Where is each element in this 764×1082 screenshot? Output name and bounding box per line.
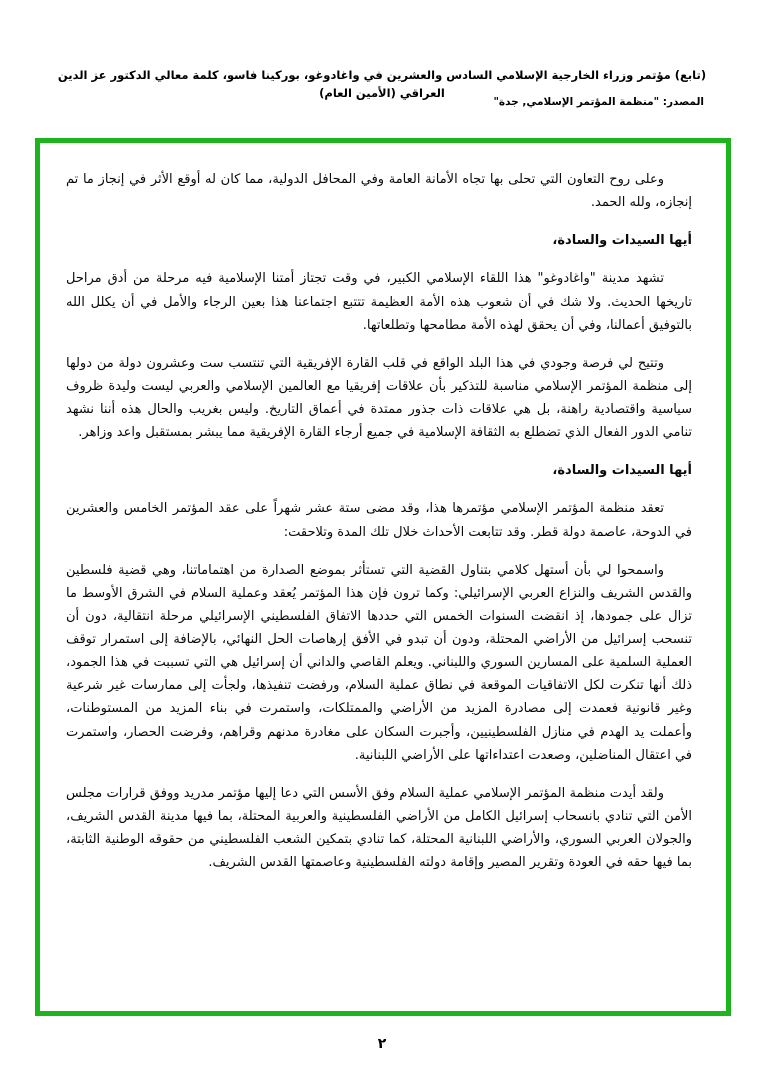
- paragraph: واسمحوا لي بأن أستهل كلامي بتناول القضية التي تستأثر بموضع الصدارة من اهتماماتنا، وهي قضية فلسطين والقدس الشريف والنزاع العربي الإسرائيلي: وكما ترون فإن هذا المؤتمر يُعقد وعملية السلام في الشرق الأوسط ما تزال على جمودها، إذ انقضت السنوات الخمس التي حددها الاتفاق الفلسطيني الإسرائيلي مرحلة انتقالية، دون أن تنسحب إسرائيل من الأراضي المحتلة، ودون أن تبدو في الأفق إرهاصات الحل النهائي، بالإضافة إلى استمرار توقف العملية السلمية على المسارين السوري واللبناني. ويعلم القاصي والداني أن إسرائيل هي التي تسببت في هذا الجمود، ذلك أنها تنكرت لكل الاتفاقيات الموقعة في نطاق عملية السلام، ورفضت تنفيذها، ولجأت إلى ممارسات غير شرعية وغير قانونية فعمدت إلى مصادرة المزيد من الأراضي والممتلكات، واستمرت في بناء المزيد من المستوطنات، وأعملت يد الهدم في منازل الفلسطينيين، وأجبرت السكان على مغادرة مدنهم وقراهم، وفرضت الحصار، واستمرت في اعتقال المناضلين، وصعدت اعتداءاتها على الأراضي اللبنانية.: [66, 562, 692, 763]
- paragraph: ولقد أيدت منظمة المؤتمر الإسلامي عملية السلام وفق الأسس التي دعا إليها مؤتمر مدريد ووفق قرارات مجلس الأمن التي تنادي بانسحاب إسرائيل الكامل من الأراضي الفلسطينية والعربية المحتلة، بما فيها مدينة القدس الشريف، والجولان العربي السوري، والأراضي اللبنانية المحتلة، كما تنادي بتمكين الشعب الفلسطيني من حقوقه الوطنية الثابتة، بما فيها حقه في العودة وتقرير المصير وإقامة دولته الفلسطينية وعاصمتها القدس الشريف.: [66, 785, 692, 871]
- document-body: [66, 168, 692, 889]
- page-number: ٢: [377, 1036, 387, 1052]
- document-title: (تابع) مؤتمر وزراء الخارجية الإسلامي السادس والعشرين في واغادوغو، بوركينا فاسو، كلمة معالي الدكتور عز الدين العراقي (الأمين العام): [57, 68, 707, 101]
- paragraph: وتتيح لي فرصة وجودي في هذا البلد الواقع في قلب القارة الإفريقية التي تنتسب ست وعشرون دولة من دولها إلى منظمة المؤتمر الإسلامي مناسبة للتذكير بأن علاقات إفريقيا مع العالمين الإسلامي والعربي ليست وليدة ظروف سياسية واقتصادية راهنة، بل هي علاقات ذات جذور ممتدة في أعماق التاريخ. وليس بغريب والحال هذه أننا نشهد تنامي الدور الفعال الذي تضطلع به الثقافة الإسلامية في جميع أرجاء القارة الإفريقية مما يبشر بمستقبل واعد وزاهر.: [66, 355, 692, 441]
- salutation: أيها السيدات والسادة،: [552, 463, 692, 479]
- paragraph: تشهد مدينة "واغادوغو" هذا اللقاء الإسلامي الكبير، في وقت تجتاز أمتنا الإسلامية فيه مرحلة من أدق مراحل تاريخها الحديث. ولا شك في أن شعوب هذه الأمة العظيمة تتتبع اجتماعنا هذا بعين الرجاء والأمل في أن يكلل الله بالتوفيق أعمالنا، وفي أن يحقق لهذه الأمة مطامحها وتطلعاتها.: [66, 271, 692, 333]
- paragraph: تعقد منظمة المؤتمر الإسلامي مؤتمرها هذا، وقد مضى ستة عشر شهراً على عقد المؤتمر الخامس والعشرين في الدوحة، عاصمة دولة قطر. وقد تتابعت الأحداث خلال تلك المدة وتلاحقت:: [66, 501, 692, 540]
- document-source-line: المصدر: "منظمة المؤتمر الإسلامي, جدة": [493, 96, 704, 108]
- salutation: أيها السيدات والسادة،: [552, 233, 692, 249]
- paragraph: وعلى روح التعاون التي تحلى بها تجاه الأمانة العامة وفي المحافل الدولية، مما كان له أوقع الأثر في إنجاز ما تم إنجازه، ولله الحمد.: [66, 172, 692, 211]
